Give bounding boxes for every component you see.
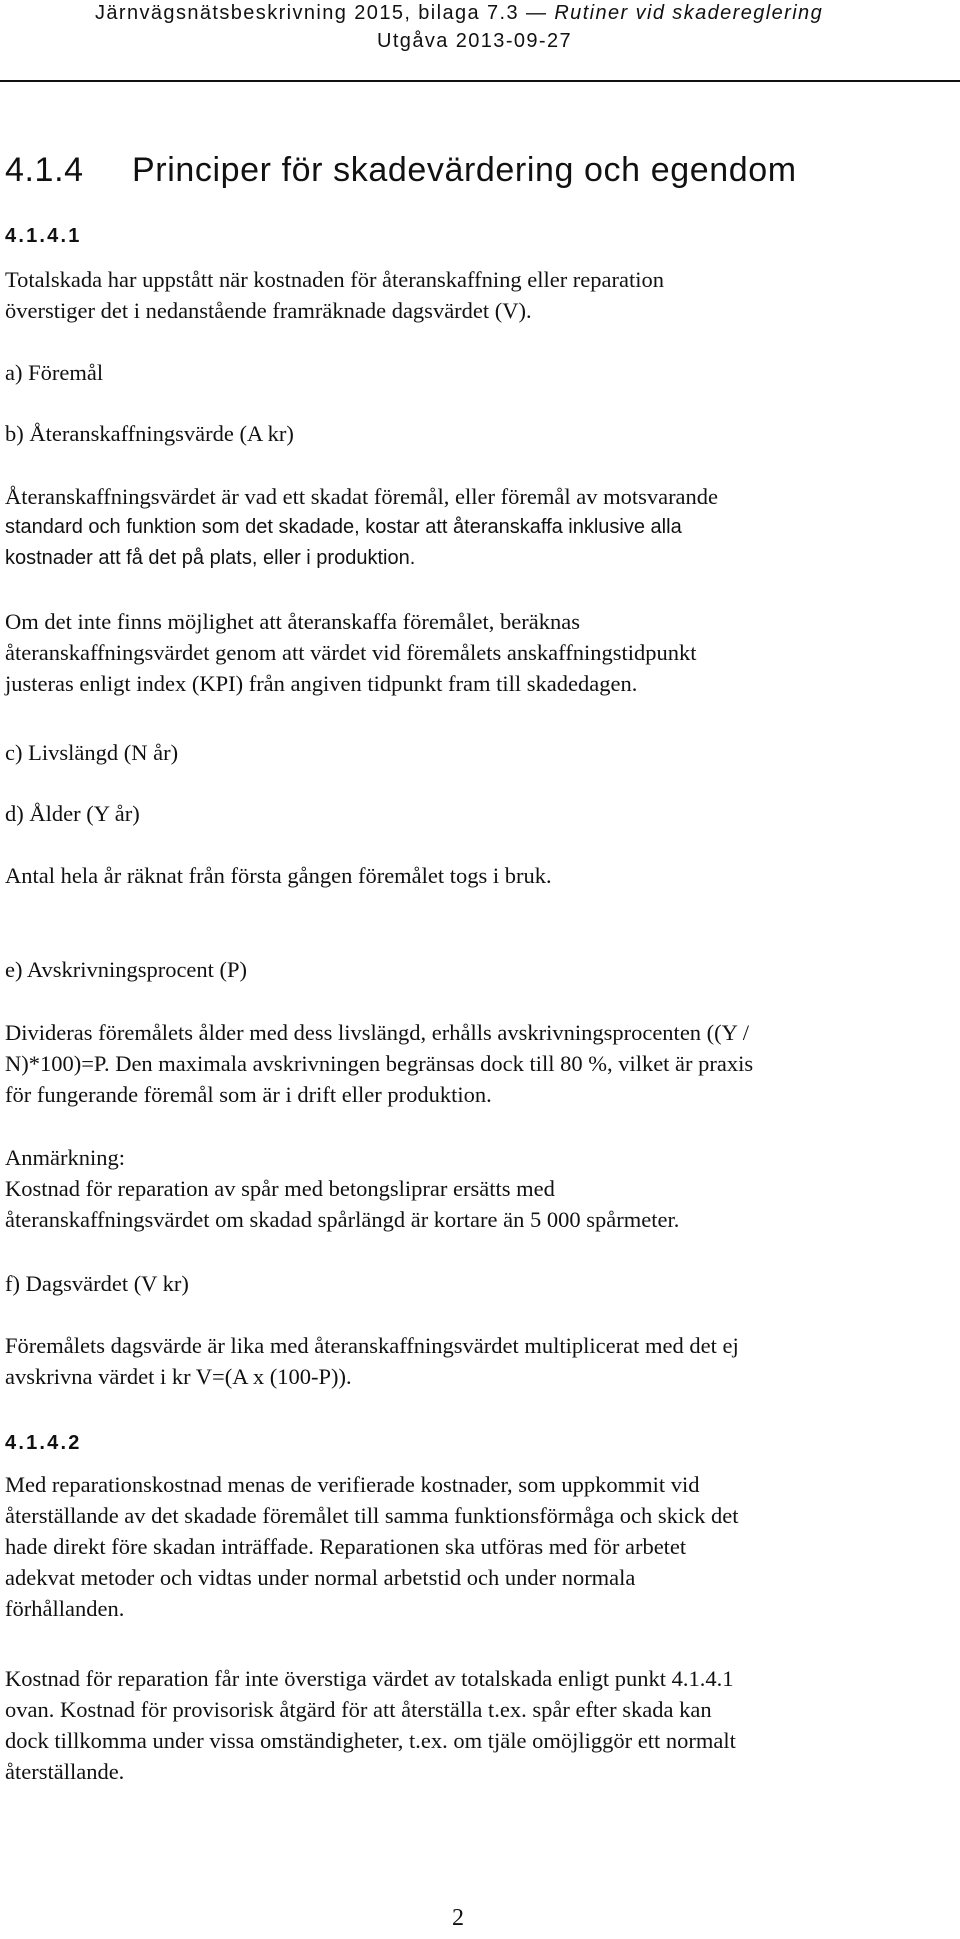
text-line: standard och funktion som det skadade, kostar att återanskaffa inklusive alla xyxy=(5,516,682,538)
text-line: Divideras föremålets ålder med dess livslängd, erhålls avskrivningsprocenten ((Y / xyxy=(5,1020,749,1045)
text-line: avskrivna värdet i kr V=(A x (100-P)). xyxy=(5,1364,352,1389)
item-f-paragraph xyxy=(5,1330,955,1392)
text-line: hade direkt före skadan inträffade. Reparationen ska utföras med för arbetet xyxy=(5,1534,687,1559)
item-e-paragraph xyxy=(5,1017,955,1110)
repair-paragraph-1 xyxy=(5,1469,955,1624)
item-c-label: c) Livslängd (N år) xyxy=(5,740,179,765)
subsection-4-1-4-2-number: 4.1.4.2 xyxy=(5,1432,82,1454)
item-d-label: d) Ålder (Y år) xyxy=(5,801,140,826)
text-line: överstiger det i nedanstående framräknade dagsvärdet (V). xyxy=(5,298,532,323)
text-line: förhållanden. xyxy=(5,1596,125,1621)
text-line: Återanskaffningsvärdet är vad ett skadat föremål, eller föremål av motsvarande xyxy=(5,484,719,509)
text-line: adekvat metoder och vidtas under normal arbetstid och under normala xyxy=(5,1565,636,1590)
text-line: Med reparationskostnad menas de verifierade kostnader, som uppkommit vid xyxy=(5,1472,700,1497)
item-f-label: f) Dagsvärdet (V kr) xyxy=(5,1271,189,1296)
text-line: återställande. xyxy=(5,1759,125,1784)
item-b-paragraph-2 xyxy=(5,606,955,699)
text-line: Föremålets dagsvärde är lika med återanskaffningsvärdet multiplicerat med det ej xyxy=(5,1333,739,1358)
repair-paragraph-2 xyxy=(5,1663,955,1787)
text-line: kostnader att få det på plats, eller i produktion. xyxy=(5,547,416,569)
text-line: justeras enligt index (KPI) från angiven tidpunkt fram till skadedagen. xyxy=(5,671,638,696)
item-e-label: e) Avskrivningsprocent (P) xyxy=(5,957,248,982)
text-line: N)*100)=P. Den maximala avskrivningen begränsas dock till 80 %, vilket är praxis xyxy=(5,1051,754,1076)
text-line: Kostnad för reparation får inte överstiga värdet av totalskada enligt punkt 4.1.4.1 xyxy=(5,1666,734,1691)
header-document-name: Järnvägsnätsbeskrivning 2015, bilaga 7.3 — xyxy=(95,2,555,24)
item-b-paragraph-1 xyxy=(5,481,955,574)
text-line: återanskaffningsvärdet om skadad spårlängd är kortare än 5 000 spårmeter. xyxy=(5,1207,680,1232)
section-number: 4.1.4 xyxy=(5,151,84,189)
intro-paragraph xyxy=(5,264,955,326)
document-header-line1 xyxy=(95,1,823,25)
note-paragraph xyxy=(5,1142,955,1235)
text-line: Totalskada har uppstått när kostnaden för återanskaffning eller reparation xyxy=(5,267,665,292)
section-title: Principer för skadevärdering och egendom xyxy=(132,151,797,189)
section-heading xyxy=(5,150,797,190)
header-edition-date: Utgåva 2013-09-27 xyxy=(377,30,573,52)
text-line: återställande av det skadade föremålet till samma funktionsförmåga och skick det xyxy=(5,1503,739,1528)
subsection-4-1-4-1-number: 4.1.4.1 xyxy=(5,225,82,247)
item-d-text: Antal hela år räknat från första gången föremålet togs i bruk. xyxy=(5,863,552,888)
header-document-section: Rutiner vid skadereglering xyxy=(554,2,824,24)
page-number: 2 xyxy=(452,1905,464,1931)
note-heading: Anmärkning: xyxy=(5,1145,125,1170)
text-line: ovan. Kostnad för provisorisk åtgärd för att återställa t.ex. spår efter skada kan xyxy=(5,1697,712,1722)
text-line: för fungerande föremål som är i drift eller produktion. xyxy=(5,1082,492,1107)
text-line: Kostnad för reparation av spår med betongsliprar ersätts med xyxy=(5,1176,555,1201)
text-line: återanskaffningsvärdet genom att värdet vid föremålets anskaffningstidpunkt xyxy=(5,640,697,665)
text-line: Om det inte finns möjlighet att återanskaffa föremålet, beräknas xyxy=(5,609,581,634)
header-divider xyxy=(0,80,960,82)
text-line: dock tillkomma under vissa omständigheter, t.ex. om tjäle omöjliggör ett normalt xyxy=(5,1728,736,1753)
item-b-label: b) Återanskaffningsvärde (A kr) xyxy=(5,421,294,446)
item-a-label: a) Föremål xyxy=(5,360,104,385)
